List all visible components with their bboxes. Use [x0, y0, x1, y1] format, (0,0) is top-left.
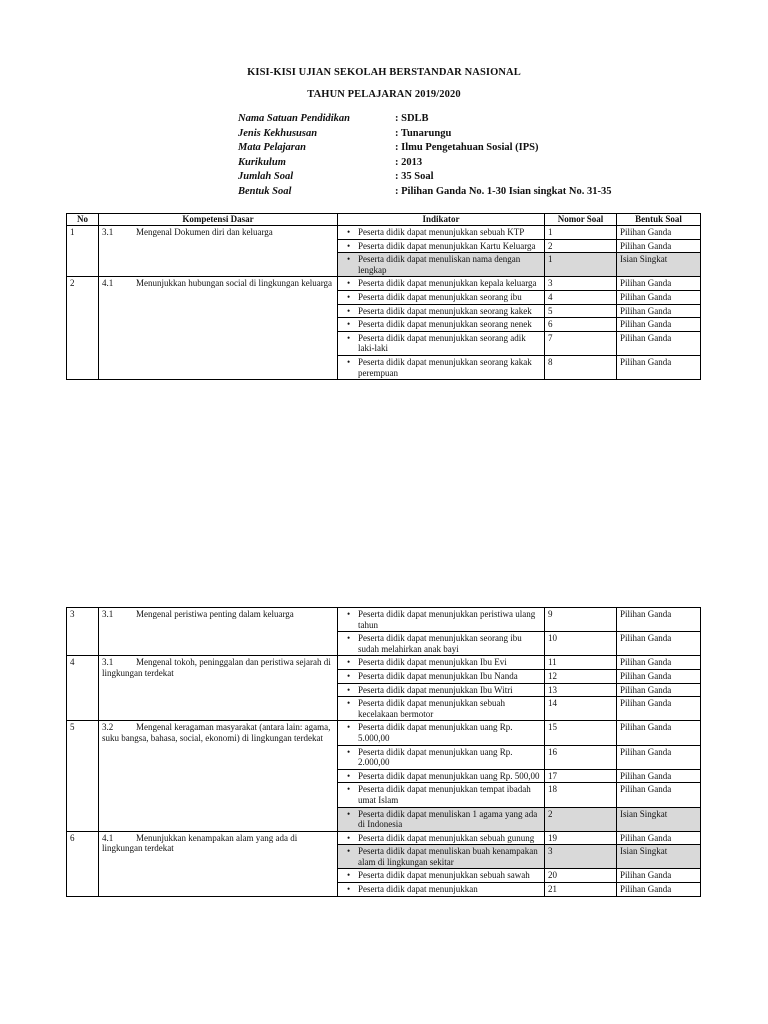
- cell-nomor-soal: 9: [545, 608, 617, 632]
- meta-row: [238, 156, 611, 171]
- kd-text: Menunjukkan hubungan social di lingkungan keluarga: [136, 278, 333, 289]
- meta-value: : Ilmu Pengetahuan Sosial (IPS): [395, 142, 539, 154]
- cell-indikator: • Peserta didik dapat menunjukkan sebuah kecelakaan bermotor: [338, 697, 545, 721]
- kd-text: Mengenal peristiwa penting dalam keluarga: [136, 609, 294, 619]
- cell-nomor-soal: 6: [545, 318, 617, 332]
- cell-nomor-soal: 16: [545, 745, 617, 769]
- cell-bentuk-soal: Pilihan Ganda: [617, 239, 701, 253]
- cell-indikator: • Peserta didik dapat menunjukkan seorang adik laki-laki: [338, 331, 545, 355]
- cell-nomor-soal: 5: [545, 304, 617, 318]
- cell-bentuk-soal: Pilihan Ganda: [617, 290, 701, 304]
- table-row: [67, 277, 701, 291]
- cell-indikator: • Peserta didik dapat menunjukkan tempat ibadah umat Islam: [338, 783, 545, 807]
- cell-bentuk-soal: Pilihan Ganda: [617, 632, 701, 656]
- cell-bentuk-soal: Pilihan Ganda: [617, 769, 701, 783]
- cell-no: 4: [67, 656, 99, 721]
- meta-value: : Tunarungu: [395, 127, 452, 139]
- cell-indikator: • Peserta didik dapat menunjukkan Ibu Evi: [338, 656, 545, 670]
- cell-indikator: • Peserta didik dapat menunjukkan seorang kakek: [338, 304, 545, 318]
- meta-label: Jenis Kekhususan: [238, 127, 318, 139]
- cell-indikator: • Peserta didik dapat menunjukkan sebuah KTP: [338, 226, 545, 240]
- cell-kompetensi-dasar: [99, 608, 338, 656]
- cell-kompetensi-dasar: [99, 831, 338, 896]
- cell-indikator: • Peserta didik dapat menunjukkan Kartu Keluarga: [338, 239, 545, 253]
- kd-text: Mengenal tokoh, peninggalan dan peristiwa sejarah di lingkungan terdekat: [102, 657, 331, 678]
- cell-nomor-soal: 19: [545, 831, 617, 845]
- cell-indikator: • Peserta didik dapat menuliskan nama dengan lengkap: [338, 253, 545, 277]
- cell-kompetensi-dasar: [99, 721, 338, 831]
- meta-label: Bentuk Soal: [238, 185, 292, 197]
- cell-indikator: • Peserta didik dapat menunjukkan uang Rp. 5.000,00: [338, 721, 545, 745]
- table-row: [67, 721, 701, 745]
- meta-label: Jumlah Soal: [238, 171, 294, 183]
- header-bentuk-soal: Bentuk Soal: [617, 214, 701, 226]
- cell-indikator: • Peserta didik dapat menunjukkan Ibu Witri: [338, 683, 545, 697]
- cell-nomor-soal: 12: [545, 669, 617, 683]
- cell-nomor-soal: 10: [545, 632, 617, 656]
- meta-label: Nama Satuan Pendidikan: [238, 113, 351, 124]
- cell-indikator: • Peserta didik dapat menunjukkan: [338, 883, 545, 897]
- cell-bentuk-soal: Pilihan Ganda: [617, 331, 701, 355]
- meta-value: : 2013: [395, 156, 423, 168]
- header-indikator: Indikator: [338, 214, 545, 226]
- cell-bentuk-soal: Pilihan Ganda: [617, 608, 701, 632]
- kd-number: 3.2: [102, 722, 114, 733]
- cell-bentuk-soal: Pilihan Ganda: [617, 683, 701, 697]
- cell-indikator: • Peserta didik dapat menuliskan 1 agama yang ada di Indonesia: [338, 807, 545, 831]
- document-metadata: [238, 112, 611, 200]
- cell-bentuk-soal: Pilihan Ganda: [617, 831, 701, 845]
- kisi-kisi-table-part-2: [66, 607, 701, 897]
- cell-indikator: • Peserta didik dapat menunjukkan seorang nenek: [338, 318, 545, 332]
- cell-bentuk-soal: Pilihan Ganda: [617, 883, 701, 897]
- cell-no: 3: [67, 608, 99, 656]
- cell-nomor-soal: 1: [545, 226, 617, 240]
- kd-number: 4.1: [102, 278, 114, 289]
- cell-indikator: • Peserta didik dapat menunjukkan sebuah gunung: [338, 831, 545, 845]
- document-subtitle: TAHUN PELAJARAN 2019/2020: [307, 89, 461, 100]
- cell-indikator: • Peserta didik dapat menunjukkan uang Rp. 2.000,00: [338, 745, 545, 769]
- meta-value: : Pilihan Ganda No. 1-30 Isian singkat No. 31-35: [395, 185, 612, 197]
- kd-number: 4.1: [102, 832, 114, 843]
- cell-bentuk-soal: Pilihan Ganda: [617, 656, 701, 670]
- meta-row: [238, 127, 611, 142]
- cell-bentuk-soal: Pilihan Ganda: [617, 277, 701, 291]
- header-kompetensi-dasar: Kompetensi Dasar: [99, 214, 338, 226]
- cell-indikator: • Peserta didik dapat menuliskan buah kenampakan alam di lingkungan sekitar: [338, 845, 545, 869]
- cell-bentuk-soal: Pilihan Ganda: [617, 869, 701, 883]
- meta-row: [238, 185, 611, 200]
- cell-nomor-soal: 17: [545, 769, 617, 783]
- table-row: [67, 656, 701, 670]
- cell-bentuk-soal: Pilihan Ganda: [617, 304, 701, 318]
- cell-bentuk-soal: Pilihan Ganda: [617, 355, 701, 379]
- meta-value: : SDLB: [395, 113, 429, 124]
- cell-indikator: • Peserta didik dapat menunjukkan seorang kakak perempuan: [338, 355, 545, 379]
- cell-bentuk-soal: Pilihan Ganda: [617, 669, 701, 683]
- cell-indikator: • Peserta didik dapat menunjukkan Ibu Nanda: [338, 669, 545, 683]
- cell-nomor-soal: 8: [545, 355, 617, 379]
- cell-no: 2: [67, 277, 99, 380]
- meta-row: [238, 170, 611, 185]
- meta-label: Kurikulum: [238, 156, 286, 168]
- kd-number: 3.1: [102, 609, 114, 619]
- meta-row: [238, 112, 611, 127]
- cell-nomor-soal: 13: [545, 683, 617, 697]
- cell-nomor-soal: 3: [545, 845, 617, 869]
- header-no: No: [67, 214, 99, 226]
- cell-no: 1: [67, 226, 99, 277]
- cell-kompetensi-dasar: [99, 226, 338, 277]
- cell-nomor-soal: 14: [545, 697, 617, 721]
- cell-nomor-soal: 20: [545, 869, 617, 883]
- cell-bentuk-soal: Pilihan Ganda: [617, 226, 701, 240]
- kd-text: Menunjukkan kenampakan alam yang ada di lingkungan terdekat: [102, 832, 298, 854]
- cell-nomor-soal: 3: [545, 277, 617, 291]
- cell-nomor-soal: 15: [545, 721, 617, 745]
- cell-bentuk-soal: Isian Singkat: [617, 845, 701, 869]
- cell-indikator: • Peserta didik dapat menunjukkan uang Rp. 500,00: [338, 769, 545, 783]
- kd-text: Mengenal keragaman masyarakat (antara lain: agama, suku bangsa, bahasa, social, ekonomi) di lingkungan terdekat: [102, 722, 331, 743]
- cell-bentuk-soal: Pilihan Ganda: [617, 318, 701, 332]
- kd-text: Mengenal Dokumen diri dan keluarga: [136, 227, 273, 237]
- cell-bentuk-soal: Isian Singkat: [617, 807, 701, 831]
- cell-no: 6: [67, 831, 99, 896]
- cell-bentuk-soal: Pilihan Ganda: [617, 697, 701, 721]
- cell-nomor-soal: 1: [545, 253, 617, 277]
- table-row: [67, 831, 701, 845]
- cell-indikator: • Peserta didik dapat menunjukkan sebuah sawah: [338, 869, 545, 883]
- cell-indikator: • Peserta didik dapat menunjukkan peristiwa ulang tahun: [338, 608, 545, 632]
- cell-nomor-soal: 18: [545, 783, 617, 807]
- cell-nomor-soal: 4: [545, 290, 617, 304]
- kd-number: 3.1: [102, 657, 114, 668]
- cell-nomor-soal: 21: [545, 883, 617, 897]
- meta-value: : 35 Soal: [395, 171, 434, 183]
- cell-indikator: • Peserta didik dapat menunjukkan seorang ibu: [338, 290, 545, 304]
- cell-nomor-soal: 2: [545, 807, 617, 831]
- cell-bentuk-soal: Pilihan Ganda: [617, 783, 701, 807]
- table-row: [67, 608, 701, 632]
- table-row: [67, 226, 701, 240]
- cell-nomor-soal: 11: [545, 656, 617, 670]
- cell-indikator: • Peserta didik dapat menunjukkan kepala keluarga: [338, 277, 545, 291]
- cell-indikator: • Peserta didik dapat menunjukkan seorang ibu sudah melahirkan anak bayi: [338, 632, 545, 656]
- cell-bentuk-soal: Isian Singkat: [617, 253, 701, 277]
- cell-nomor-soal: 2: [545, 239, 617, 253]
- meta-row: [238, 141, 611, 156]
- cell-no: 5: [67, 721, 99, 831]
- cell-bentuk-soal: Pilihan Ganda: [617, 745, 701, 769]
- header-nomor-soal: Nomor Soal: [545, 214, 617, 226]
- cell-bentuk-soal: Pilihan Ganda: [617, 721, 701, 745]
- meta-label: Mata Pelajaran: [238, 142, 306, 154]
- table-header-row: [67, 214, 701, 226]
- cell-kompetensi-dasar: [99, 656, 338, 721]
- cell-kompetensi-dasar: [99, 277, 338, 380]
- cell-nomor-soal: 7: [545, 331, 617, 355]
- kisi-kisi-table-part-1: [66, 213, 701, 380]
- document-title: KISI-KISI UJIAN SEKOLAH BERSTANDAR NASIONAL: [247, 67, 521, 78]
- kd-number: 3.1: [102, 227, 114, 237]
